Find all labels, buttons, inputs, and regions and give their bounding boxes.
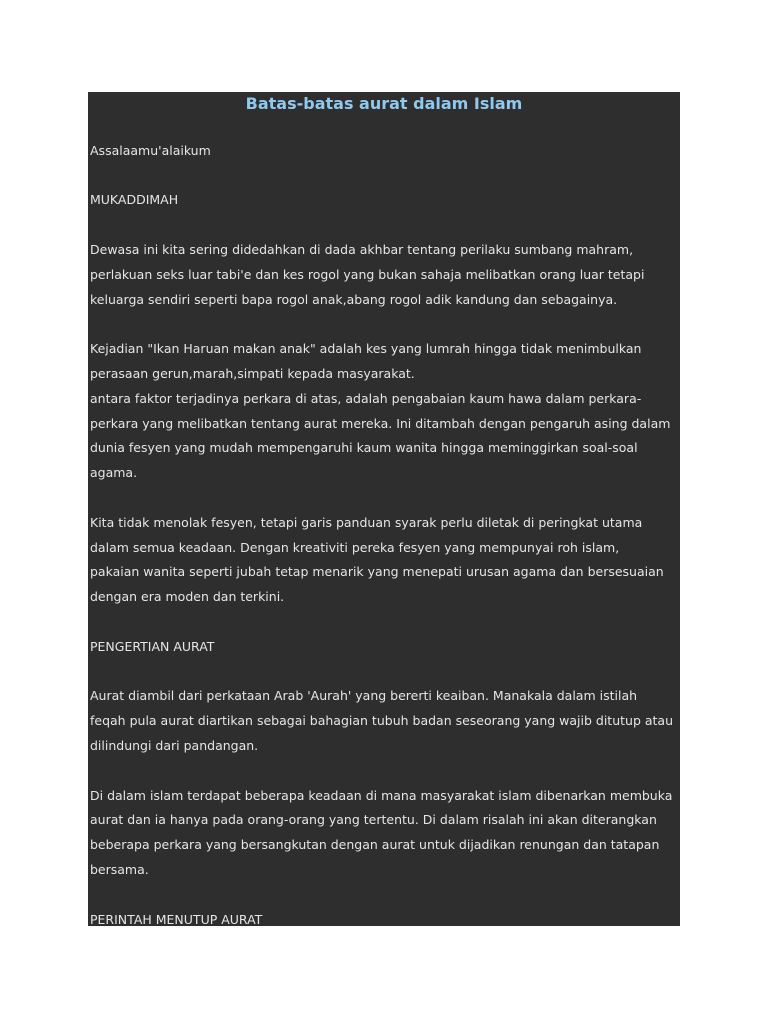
document-panel — [88, 92, 680, 926]
document-title: Batas-batas aurat dalam Islam — [245, 94, 523, 113]
heading-mukaddimah: MUKADDIMAH — [90, 192, 179, 208]
heading-pengertian-aurat: PENGERTIAN AURAT — [90, 638, 215, 654]
paragraph-greeting: Assalaamu'alaikum — [90, 142, 211, 158]
paragraph-intro: Dewasa ini kita sering didedahkan di dada akhbar tentang perilaku sumbang mahram, perlakuan seks luar tabi'e dan kes rogol yang bukan sahaja melibatkan orang luar tetapi keluarga sendiri seperti bapa rogol anak,abang rogol adik kandung dan sebagainya. — [90, 241, 645, 307]
heading-perintah-menutup-aurat: PERINTAH MENUTUP AURAT — [90, 911, 263, 926]
paragraph-fesyen: Kita tidak menolak fesyen, tetapi garis panduan syarak perlu diletak di peringkat utama dalam semua keadaan. Dengan kreativiti pereka fesyen yang mempunyai roh islam, pakaian wanita seperti jubah tetap menarik yang menepati urusan agama dan bersesuaian dengan era moden dan terkini. — [90, 514, 664, 605]
paragraph-keadaan: Di dalam islam terdapat beberapa keadaan di mana masyarakat islam dibenarkan membuka aurat dan ia hanya pada orang-orang yang tertentu. Di dalam risalah ini akan diterangkan beberapa perkara yang bersangkutan dengan aurat untuk dijadikan renungan dan tatapan bersama. — [90, 787, 673, 877]
paragraph-ikan-haruan: Kejadian "Ikan Haruan makan anak" adalah kes yang lumrah hingga tidak menimbulkan perasaan gerun,marah,simpati kepada masyarakat. antara faktor terjadinya perkara di atas, adalah pengabaian kaum hawa dalam perkara- perkara yang melibatkan tentang aurat mereka. Ini ditambah dengan pengaruh asing dalam dunia fesyen yang mudah mempengaruhi kaum wanita hingga meminggirkan soal-soal agama. — [90, 341, 671, 481]
paragraph-definition: Aurat diambil dari perkataan Arab 'Aurah' yang bererti keaiban. Manakala dalam istilah feqah pula aurat diartikan sebagai bahagian tubuh badan seseorang yang wajib ditutup atau dilindungi dari pandangan. — [90, 688, 674, 753]
